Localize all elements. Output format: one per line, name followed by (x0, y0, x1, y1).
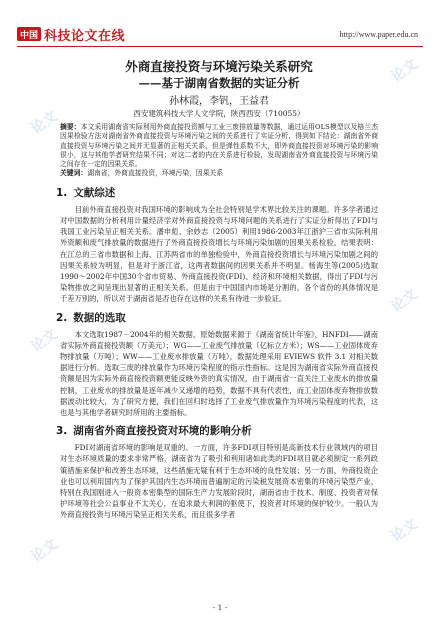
watermark: 论文 (388, 516, 421, 546)
paper-affiliation: 西安建筑科技大学人文学院，陕西西安（710055） (133, 109, 305, 118)
section-heading (56, 311, 378, 325)
section-title: 数据的选取 (73, 311, 126, 324)
page-number: - 1 - (212, 603, 228, 612)
section-number: 3. (56, 425, 68, 438)
logo-mark: 中国 (17, 27, 41, 41)
section-title: 湖南省外商直接投资对环境的影响分析 (73, 425, 252, 438)
abstract-text: 本文采用湖南省实际利用外商直接投资额与工业三废排放量等数据，通过运用OLS模型以及格兰杰因果检验方法对湖南省外商直接投资与环境污染之间的关系进行了实证分析，得到如下结论：湖南省外商直接投资与环境污染之间并无显著的正相关关系，但是弹性系数不大，即外商直接投资对环境污染的影响很小，这与其他学者研究结果不同；对这二者的内在关系进行检验，发现湖南省外商直接投资与环境污染之间存在一定的因果关系。 (60, 123, 379, 169)
paragraph: 本文选取1987－2004年的相关数据，原始数据来源于《湖南省统计年鉴》，HNFDI——湖南省实际外商直接投资额（万美元）；WG——工业废气排放量（亿标立方米）；WS——工业固体废弃物排放量（万吨）；WW——工业废水排放量（万吨），数据处理采用 EVIEWS 软件 3.1 对相关数据进行分析。选取三废的排放量作为环境污染程度的指示性指标。这是因为湖南省实际外商直接投资额是因为实际外商直接投资额更能反映外资的真实情况，由于湖南省一直关注工业废水的排放量控制，工业废水的排放量是逐年减少又递增的趋势，数据不具有代表性，而工业固体废弃物排放数据波动比较大，为了研究方便，我们在回归时选择了工业废气排放量作为环境污染程度的代表，这也是与其他学者研究时所用的主要指标。 (60, 329, 378, 418)
paragraph: FDI对湖南省环境的影响是双重的。一方面，许多FDI项目特别是高新技术行业领域内的项目对生态环境质量的要求非常严格，湖南省为了吸引和利用诸如此类的FDI项目就必须制定一系列政策措施来保护和改善生态环境，这些措施无疑有利于生态环境的良性发展；另一方面，外商投资企业也可以利用国内为了保护其国内生态环境而普遍制定的污染税发展资本密集的环境污染型产业，特别在我国刚进入一般资本密集型的国际生产力发展阶段时，湖南省由于技术、制度、投资者对保护环境等社会公益事业不太关心，在追求最大利润的驱使下，投资者对环境的保护较少。一般认为外商直接投资与环境污染呈正相关关系，而且很多学者 (60, 443, 378, 520)
watermark: 论文 (28, 536, 61, 566)
site-url[interactable]: http://www.paper.edu.cn (339, 30, 418, 39)
section-number: 2. (56, 311, 68, 324)
abstract (60, 123, 378, 169)
keywords-text: 湖南省，外商直接投资，环境污染，因果关系 (87, 169, 224, 178)
abstract-label: 摘要： (60, 123, 81, 131)
header-rule (17, 46, 423, 47)
keywords (60, 169, 378, 178)
keywords-label: 关键词： (60, 169, 88, 178)
page-header (0, 0, 440, 50)
section-heading (56, 424, 378, 438)
watermark: 论文 (388, 286, 421, 316)
site-logo[interactable] (17, 26, 125, 42)
paper-body (56, 58, 379, 521)
section-number: 1. (56, 186, 68, 199)
paragraph: 目前外商直接投资对我国环境的影响成为全社会特别是学术界比较关注的课题。许多学者通过对中国数据的分析利用计量经济学对外商直接投资与环境问题的关系进行了实证分析得出了FDI与我国工业污染呈正相关关系。潘申彪、余妙志（2005）利用1986-2003年江浙沪三省市实际利用外资额和废气排放量的数据进行了外商直接投资增长与环境污染加剧的因果关系检验，结果表明：在江总的三省市数据和上海、江苏两省市的单独检验中，外商直接投资增长与环境污染加剧之间的因果关系较为明显，但是对于浙江省，这两者数据间的因果关系并不明显。杨海生等(2005)选取1990～2002年中国30个省市贸易、外商直接投资(FDI)、经济和环境相关数据，得出了FDI与污染物排放之间呈现出显著的正相关关系。但是由于中国国内市场是分割的，各个省份的具体情况是千差万别的，所以对于湖南省是否也存在这样的关系有待进一步验证。 (60, 204, 378, 304)
section-title: 文献综述 (73, 186, 116, 199)
watermark: 论文 (388, 56, 421, 86)
watermark: 论文 (28, 108, 61, 138)
paper-title: 外商直接投资与环境污染关系研究 (125, 59, 313, 74)
section-heading (56, 186, 378, 200)
paper-subtitle: ——基于湖南省数据的实证分析 (138, 76, 300, 90)
paper-authors: 孙林霞，李钒，王益君 (169, 96, 269, 107)
watermark: 论文 (28, 326, 61, 356)
logo-text: 科技论文在线 (44, 28, 126, 44)
